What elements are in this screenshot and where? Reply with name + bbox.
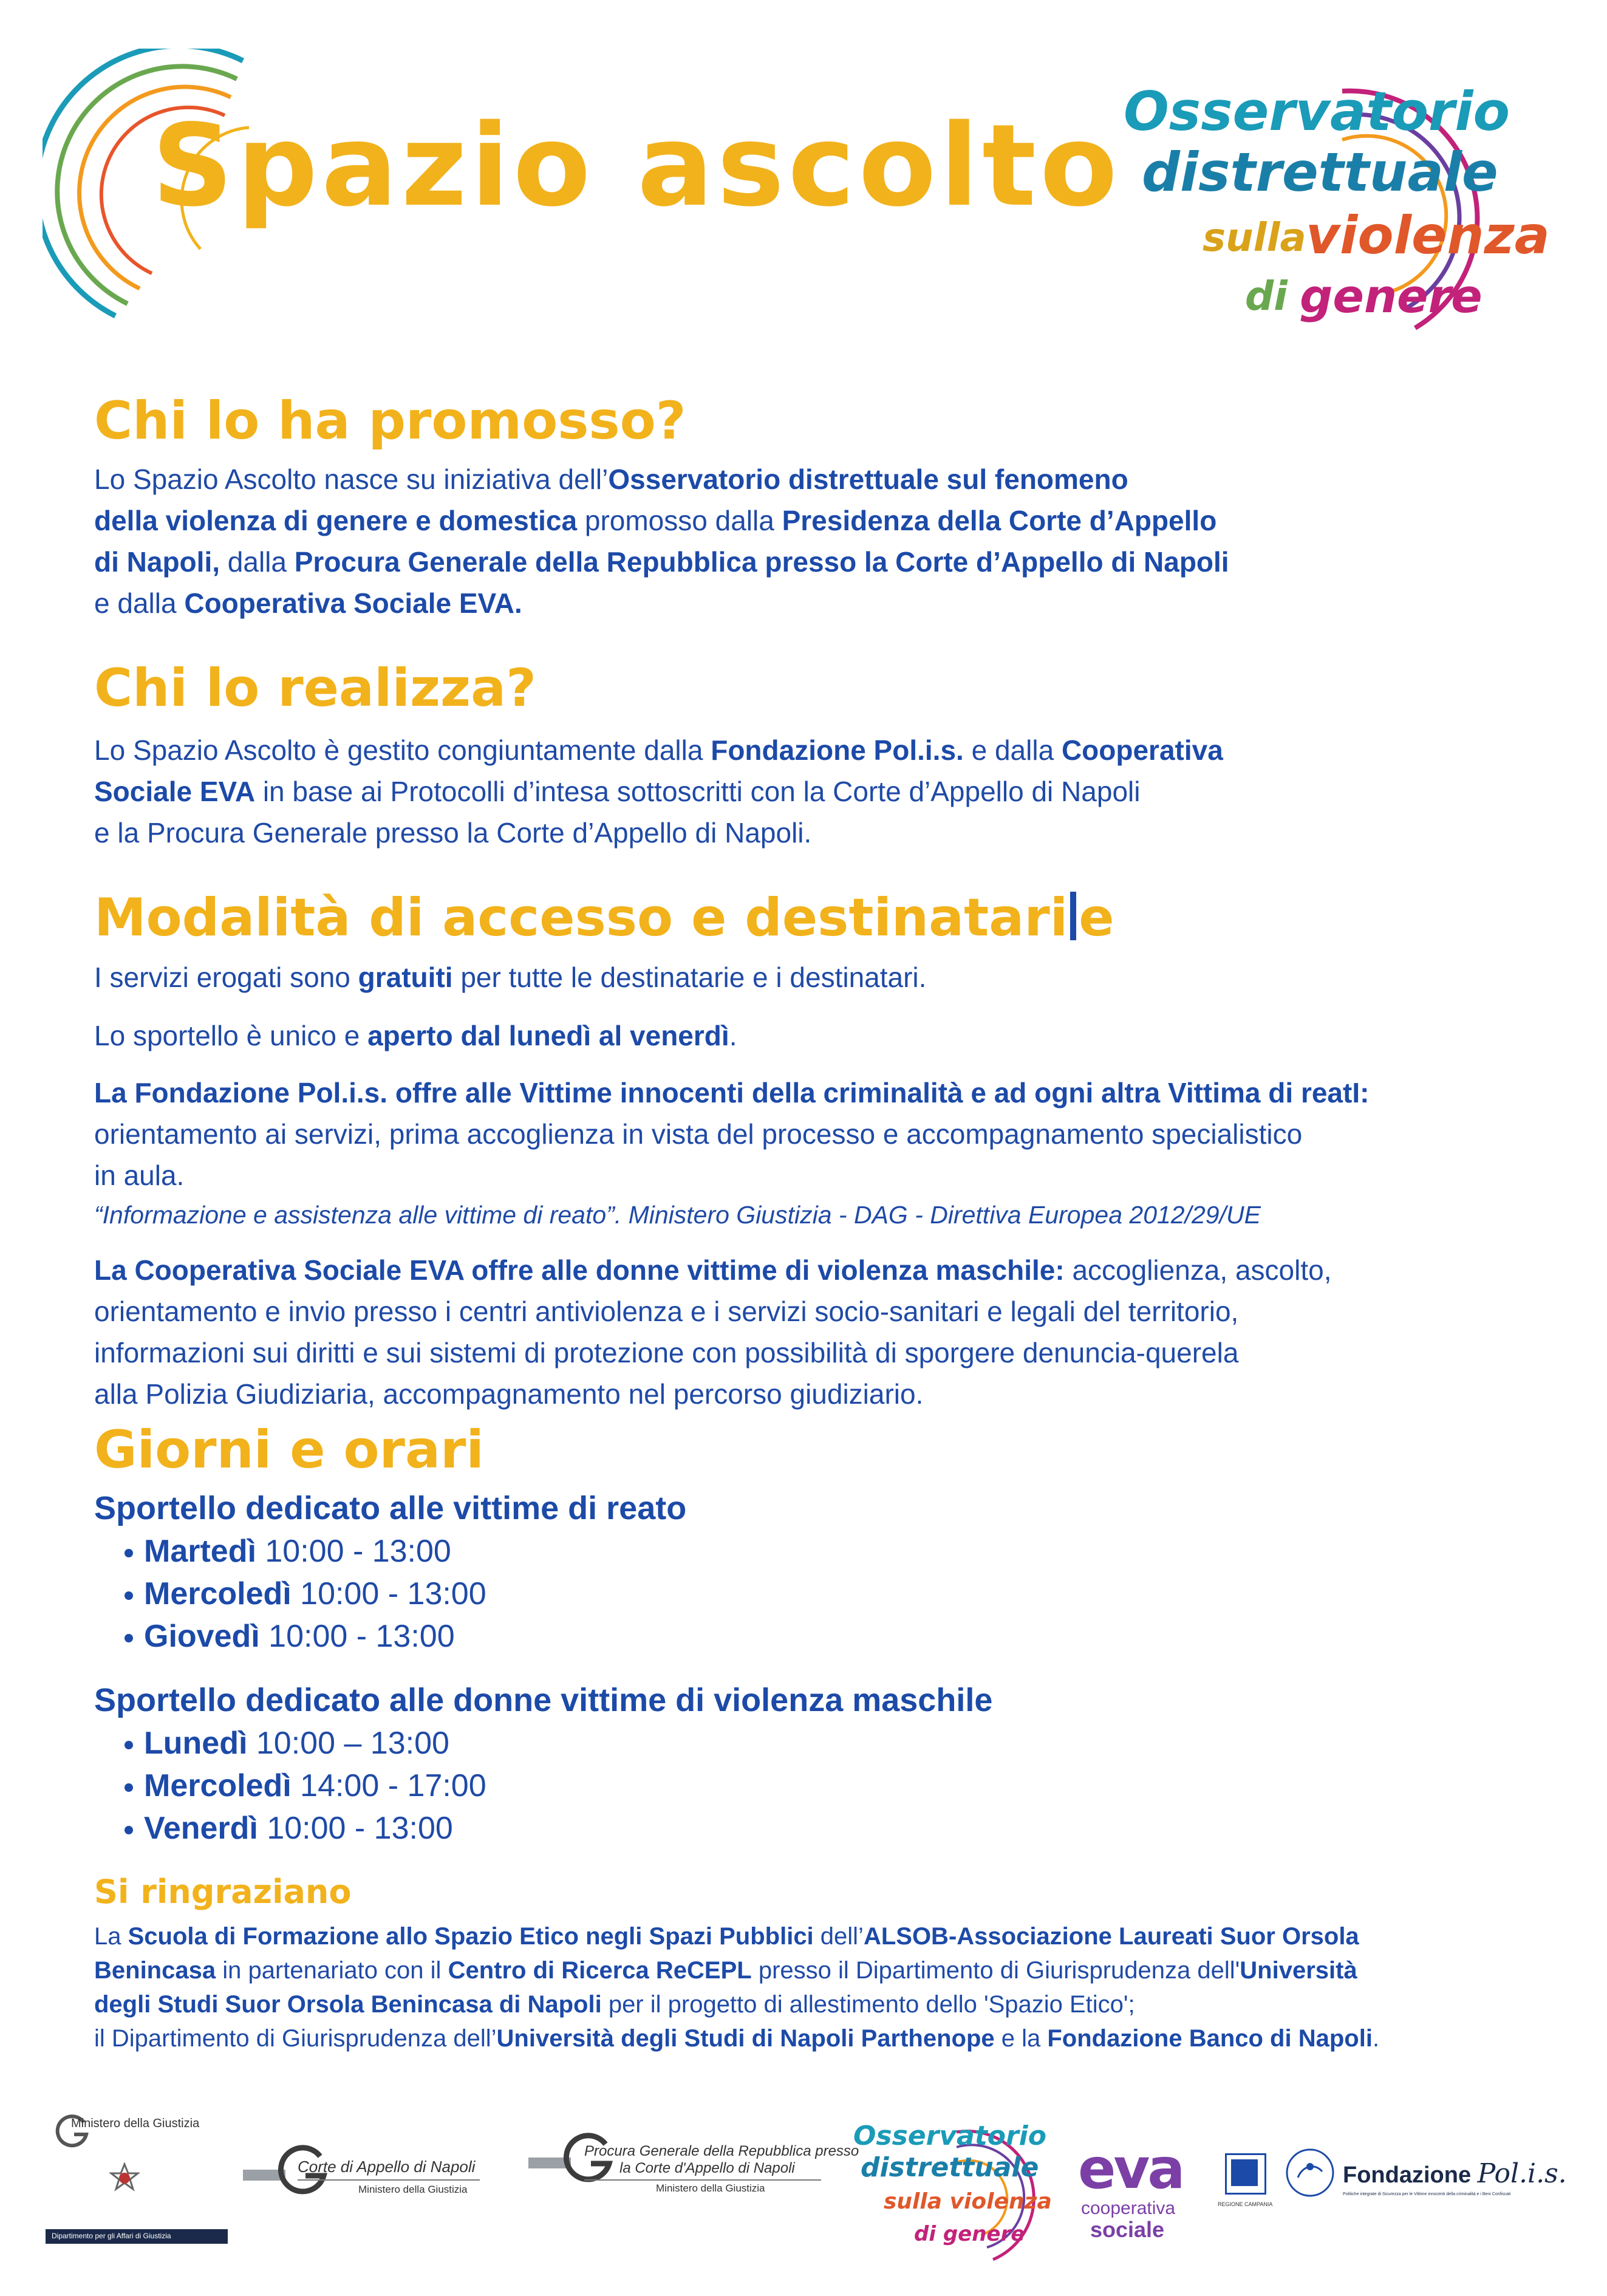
section3-quote: “Informazione e assistenza alle vittime di reato”. Ministero Giustizia - DAG - Direttiva Europea 2012/29/UE (94, 1201, 1261, 1229)
section3-para4-line4: alla Polizia Giudiziaria, accompagnamento nel percorso giudiziario. (94, 1378, 924, 1410)
section1-heading: Chi lo ha promosso? (94, 391, 686, 451)
logo-small-line4: di genere (914, 2222, 1025, 2246)
section1-line3: di Napoli, dalla Procura Generale della Repubblica presso la Corte d’Appello di Napoli (94, 546, 1229, 578)
section3-para4-line1: La Cooperativa Sociale EVA offre alle donne vittime di violenza maschile: accoglienza, ascolto, (94, 1254, 1332, 1286)
ministero-label: Ministero della Giustizia (71, 2117, 200, 2130)
fondazione-polis-logo (1285, 2147, 1600, 2220)
section3-para3-line2: orientamento ai servizi, prima accoglienza in vista del processo e accompagnamento specialistico (94, 1118, 1303, 1150)
section3-para2: Lo sportello è unico e aperto dal lunedì al venerdì. (94, 1020, 737, 1051)
corte-ministero-label: Ministero della Giustizia (358, 2184, 468, 2195)
schedule-crime-victims-title: Sportello dedicato alle vittime di reato (94, 1490, 687, 1526)
thanks-line4: il Dipartimento di Giurisprudenza dell’Università degli Studi di Napoli Parthenope e la Fondazione Banco di Napoli. (94, 2025, 1380, 2052)
eva-label-2: sociale (1090, 2217, 1165, 2242)
procura-label-1: Procura Generale della Repubblica presso (584, 2143, 859, 2159)
corte-underline (298, 2179, 480, 2181)
section2-heading: Chi lo realizza? (94, 658, 537, 719)
page-title: Spazio ascolto (152, 100, 1121, 231)
observatory-logo (1124, 67, 1550, 346)
procura-label-2: la Corte d'Appello di Napoli (619, 2160, 795, 2176)
section1-line4: e dalla Cooperativa Sociale EVA. (94, 587, 522, 619)
logo-line3b: violenza (1306, 205, 1550, 266)
bullet-icon (125, 1826, 133, 1834)
section3-para4-line3: informazioni sui diritti e sui sistemi di protezione con possibilità di sporgere denuncia-querela (94, 1337, 1239, 1368)
bullet-icon (125, 1783, 133, 1792)
polis-label: Fondazione Pol.i.s. (1343, 2158, 1567, 2189)
section2-line1: Lo Spazio Ascolto è gestito congiuntamente dalla Fondazione Pol.i.s. e dalla Cooperativa (94, 734, 1223, 766)
thanks-line1: La Scuola di Formazione allo Spazio Etico negli Spazi Pubblici dell’ALSOB-Associazione Laureati Suor Orsola (94, 1923, 1359, 1950)
g-emblem-icon (562, 2132, 616, 2187)
bullet-icon (125, 1741, 133, 1749)
logo-line3a: sulla (1203, 216, 1306, 261)
section3-heading: Modalità di accesso e destinatari e (94, 887, 1114, 948)
text-cursor-mark (1070, 892, 1076, 940)
section4-heading: Giorni e orari (94, 1420, 484, 1480)
polis-circle-icon (1285, 2147, 1336, 2198)
section2-line3: e la Procura Generale presso la Corte d’Appello di Napoli. (94, 817, 812, 849)
section3-para3-line3: in aula. (94, 1160, 185, 1191)
bullet-icon (125, 1634, 133, 1642)
logo-line2: distrettuale (1142, 141, 1498, 203)
eva-wordmark: eva (1078, 2136, 1183, 2201)
bullet-icon (125, 1549, 133, 1557)
footer-logos (0, 2114, 1607, 2296)
section2-line2: Sociale EVA in base ai Protocolli d’intesa sottoscritti con la Corte d’Appello di Napoli (94, 776, 1141, 807)
procura-logo (528, 2132, 859, 2217)
section3-para4-line2: orientamento e invio presso i centri antiviolenza e i servizi socio-sanitari e legali del territorio, (94, 1296, 1239, 1327)
logo-small-line3: sulla violenza (884, 2189, 1052, 2214)
observatory-logo-small (853, 2117, 1052, 2281)
section1-line2: della violenza di genere e domestica promosso dalla Presidenza della Corte d’Appello (94, 505, 1217, 536)
bullet-icon (125, 1591, 133, 1600)
section1-line1: Lo Spazio Ascolto nasce su iniziativa dell’Osservatorio distrettuale sul fenomeno (94, 463, 1128, 495)
polis-tagline: Politiche integrate di Sicurezza per le Vittime innocenti della criminalità e i Beni Confiscati (1343, 2192, 1511, 2196)
logo-small-line2: distrettuale (861, 2152, 1039, 2183)
eva-label-1: cooperativa (1081, 2198, 1176, 2218)
thanks-heading: Si ringraziano (94, 1873, 352, 1911)
section3-para3-line1: La Fondazione Pol.i.s. offre alle Vittime innocenti della criminalità e ad ogni altra Vittima di reatI: (94, 1077, 1370, 1109)
schedule-women-victims-title: Sportello dedicato alle donne vittime di violenza maschile (94, 1682, 993, 1718)
regione-label: REGIONE CAMPANIA (1218, 2201, 1273, 2207)
logo-line4a: di (1245, 273, 1288, 319)
dipartimento-label: Dipartimento per gli Affari di Giustizia (52, 2232, 171, 2240)
logo-small-line1: Osservatorio (853, 2120, 1046, 2151)
schedule-item: Mercoledì 14:00 - 17:00 (125, 1770, 486, 1802)
corte-label: Corte di Appello di Napoli (298, 2158, 476, 2176)
logo-line4b: genere (1300, 269, 1482, 323)
regione-shield-fill (1231, 2159, 1258, 2186)
schedule-item: Venerdì 10:00 - 13:00 (125, 1813, 453, 1844)
section3-para1: I servizi erogati sono gratuiti per tutte le destinatarie e i destinatari. (94, 962, 927, 993)
logo-line1: Osservatorio (1124, 80, 1510, 143)
thanks-line3: degli Studi Suor Orsola Benincasa di Napoli per il progetto di allestimento dello 'Spazio Etico'; (94, 1991, 1135, 2018)
ministero-logo (46, 2114, 228, 2266)
schedule-item: Martedì 10:00 - 13:00 (125, 1536, 451, 1567)
regione-campania-logo (1218, 2153, 1272, 2220)
thanks-line2: Benincasa in partenariato con il Centro di Ricerca ReCEPL presso il Dipartimento di Giurisprudenza dell'Università (94, 1957, 1357, 1984)
procura-ministero-label: Ministero della Giustizia (656, 2182, 765, 2194)
emblem-icon (109, 2162, 140, 2196)
procura-underline (584, 2179, 821, 2181)
eva-logo (1078, 2136, 1187, 2244)
schedule-item: Mercoledì 10:00 - 13:00 (125, 1578, 486, 1610)
corte-appello-logo (243, 2144, 498, 2217)
schedule-item: Giovedì 10:00 - 13:00 (125, 1621, 455, 1652)
schedule-item: Lunedì 10:00 – 13:00 (125, 1727, 449, 1759)
